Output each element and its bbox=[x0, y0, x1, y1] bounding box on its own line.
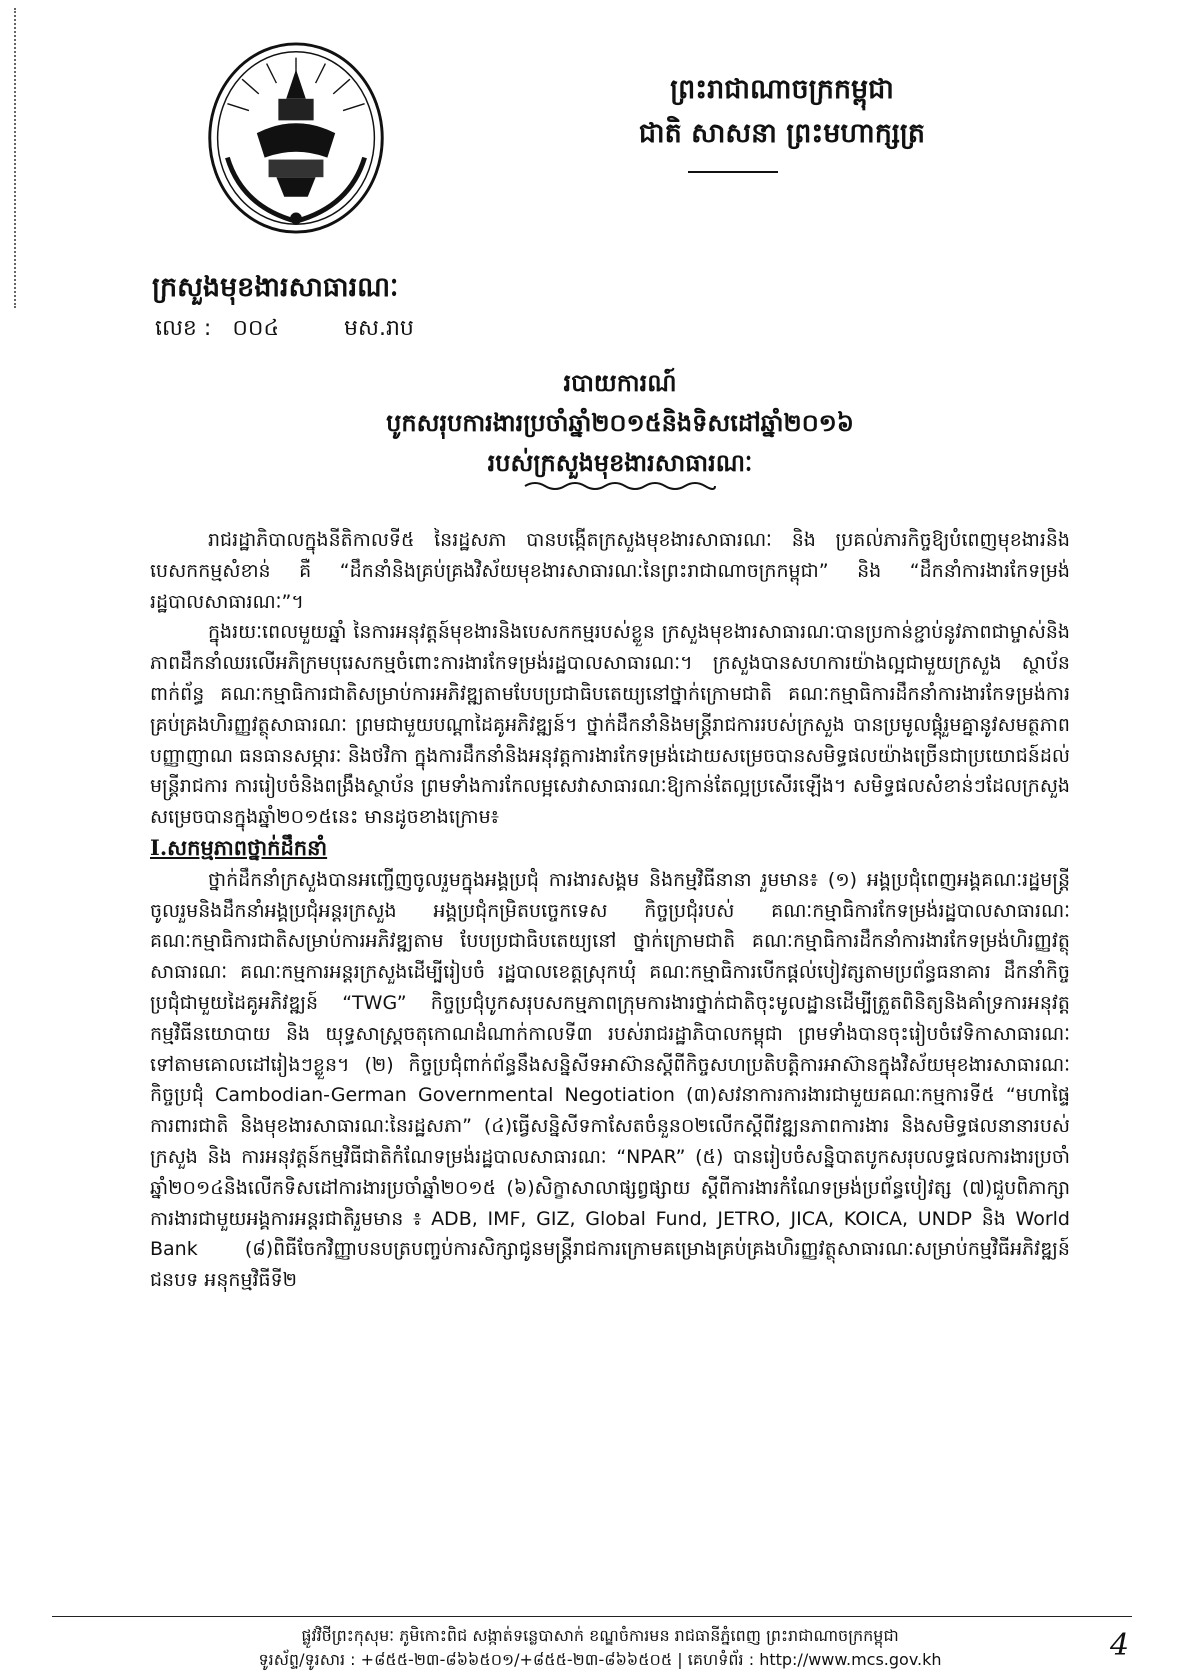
footer-address: ផ្លូវវិថីព្រះកុសុមៈ ភូមិកោះពិជ សង្កាត់ទន្លេបាសាក់ ខណ្ឌចំការមន រាជធានីភ្នំពេញ ព្រះរាជាណាចក្រកម្ពុជា bbox=[301, 1626, 899, 1645]
section-heading bbox=[150, 833, 1070, 865]
footer-divider bbox=[52, 1616, 1132, 1617]
paragraph-intro: រាជរដ្ឋាភិបាលក្នុងនីតិកាលទី៥ នៃរដ្ឋសភា បានបង្កើតក្រសួងមុខងារសាធារណៈ និង ប្រគល់ភារកិច្ចឱ្យបំពេញមុខងារនិងបេសកកម្មសំខាន់ គឺ “ដឹកនាំនិងគ្រប់គ្រងវិស័យមុខងារសាធារណៈនៃព្រះរាជាណាចក្រកម្ពុជា” និង “ដឹកនាំការងារកែទម្រង់រដ្ឋបាលសាធារណៈ”។ bbox=[150, 529, 1070, 613]
title-line-1: របាយការណ៍ bbox=[563, 368, 677, 397]
report-body bbox=[150, 525, 1070, 1296]
paragraph-overview: ក្នុងរយៈពេលមួយឆ្នាំ នៃការអនុវត្តន៍មុខងារនិងបេសកកម្មរបស់ខ្លួន ក្រសួងមុខងារសាធារណៈបានប្រកាន់ខ្ជាប់នូវភាពជាម្ចាស់និងភាពដឹកនាំឈរលើអភិក្រមបុរេសកម្មចំពោះការងារកែទម្រង់រដ្ឋបាលសាធារណៈ។ ក្រសួងបានសហការយ៉ាងល្អជាមួយក្រសួង ស្ថាប័នពាក់ព័ន្ធ គណៈកម្មាធិការជាតិសម្រាប់ការអភិវឌ្ឍតាមបែបប្រជាធិបតេយ្យនៅថ្នាក់ក្រោមជាតិ គណៈកម្មាធិការដឹកនាំការងារកែទម្រង់ការគ្រប់គ្រងហិរញ្ញវត្ថុសាធារណៈ ព្រមជាមួយបណ្តាដៃគូអភិវឌ្ឍន៍។ ថ្នាក់ដឹកនាំនិងមន្ត្រីរាជការរបស់ក្រសួង បានប្រមូលផ្តុំរួមគ្នានូវសមត្ថភាព បញ្ញាញាណ ធនធានសម្ភារៈ និងថវិកា ក្នុងការដឹកនាំនិងអនុវត្តការងារកែទម្រង់ដោយសម្រេចបានសមិទ្ធផលយ៉ាងច្រើនជាប្រយោជន៍ដល់មន្ត្រីរាជការ ការរៀបចំនិងពង្រឹងស្ថាប័ន ព្រមទាំងការកែលម្អសេវាសាធារណៈឱ្យកាន់តែល្អប្រសើរឡើង។ សមិទ្ធផលសំខាន់ៗដែលក្រសួងសម្រេចបានក្នុងឆ្នាំ២០១៥នេះ មានដូចខាងក្រោម៖ bbox=[150, 621, 1070, 829]
footer-contact: ទូរស័ព្ទ/ទូរសារ : +៨៥៥-២៣-៨៦៦៥០១/+៨៥៥-២៣-៨៦៦៥០៥ | គេហទំព័រ : http://www.mcs.gov.kh bbox=[258, 1650, 942, 1669]
reference-number bbox=[155, 314, 414, 346]
ref-number: ០០៤ bbox=[232, 316, 280, 341]
handwritten-page-mark: 4 bbox=[1110, 1628, 1130, 1663]
title-line-3: របស់ក្រសួងមុខងារសាធារណៈ bbox=[487, 448, 753, 477]
report-title bbox=[300, 363, 940, 483]
footer bbox=[240, 1624, 960, 1672]
ref-label: លេខ : bbox=[155, 316, 212, 341]
kingdom-motto-block bbox=[612, 68, 952, 156]
motto-divider bbox=[688, 170, 778, 174]
kingdom-name: ព្រះរាជាណាចក្រកម្ពុជា bbox=[670, 74, 894, 105]
title-line-2: បូកសរុបការងារប្រចាំឆ្នាំ២០១៥និងទិសដៅឆ្នាំ២០១៦ bbox=[386, 408, 854, 437]
ministry-emblem-icon bbox=[198, 40, 394, 236]
section-heading-text: I.សកម្មភាពថ្នាក់ដឹកនាំ bbox=[150, 834, 328, 860]
scan-edge-marks bbox=[14, 8, 20, 308]
ministry-name: ក្រសួងមុខងារសាធារណៈ bbox=[152, 272, 399, 303]
nation-religion-king: ជាតិ សាសនា ព្រះមហាក្សត្រ bbox=[638, 118, 926, 149]
paragraph-leadership: ថ្នាក់ដឹកនាំក្រសួងបានអញ្ជើញចូលរួមក្នុងអង្គប្រជុំ ការងារសង្គម និងកម្មវិធីនានា រួមមាន៖ (១) អង្គប្រជុំពេញអង្គគណៈរដ្ឋមន្ត្រី ចូលរួមនិងដឹកនាំអង្គប្រជុំអន្តរក្រសួង អង្គប្រជុំកម្រិតបច្ចេកទេស កិច្ចប្រជុំរបស់ គណៈកម្មាធិការកែទម្រង់រដ្ឋបាលសាធារណៈ គណៈកម្មាធិការជាតិសម្រាប់ការអភិវឌ្ឍតាម បែបប្រជាធិបតេយ្យនៅ ថ្នាក់ក្រោមជាតិ គណៈកម្មាធិការដឹកនាំការងារកែទម្រង់ហិរញ្ញវត្ថុសាធារណៈ គណៈកម្មការអន្តរក្រសួងដើម្បីរៀបចំ រដ្ឋបាលខេត្តស្រុកឃុំ គណៈកម្មាធិការបើកផ្តល់បៀវត្សតាមប្រព័ន្ធធនាគារ ដឹកនាំកិច្ចប្រជុំជាមួយដៃគូអភិវឌ្ឍន៍ “TWG” កិច្ចប្រជុំបូកសរុបសកម្មភាពក្រុមការងារថ្នាក់ជាតិចុះមូលដ្ឋានដើម្បីត្រួតពិនិត្យនិងគាំទ្រការអនុវត្តកម្មវិធីនយោបាយ និង យុទ្ធសាស្ត្រចតុកោណដំណាក់កាលទី៣ របស់រាជរដ្ឋាភិបាលកម្ពុជា ព្រមទាំងបានចុះរៀបចំវេទិកាសាធារណៈ ទៅតាមគោលដៅរៀងៗខ្លួន។ (២) កិច្ចប្រជុំពាក់ព័ន្ធនឹងសន្និសីទអាស៊ានស្តីពីកិច្ចសហប្រតិបត្តិការអាស៊ានក្នុងវិស័យមុខងារសាធារណៈ កិច្ចប្រជុំ Cambodian-German Governmental Negotiation (៣)សវនាការការងារជាមួយគណៈកម្មការទី៥ “មហាផ្ទៃ ការពារជាតិ និងមុខងារសាធារណៈនៃរដ្ឋសភា” (៤)ធ្វើសន្និសីទកាសែតចំនួន០២លើកស្តីពីវឌ្ឍនភាពការងារ និងសមិទ្ធផលនានារបស់ក្រសួង និង ការអនុវត្តន៍កម្មវិធីជាតិកំណែទម្រង់រដ្ឋបាលសាធារណៈ “NPAR” (៥) បានរៀបចំសន្និបាតបូកសរុបលទ្ធផលការងារប្រចាំឆ្នាំ២០១៤និងលើកទិសដៅការងារប្រចាំឆ្នាំ២០១៥ (៦)សិក្ខាសាលាផ្សព្វផ្សាយ ស្តីពីការងារកំណែទម្រង់ប្រព័ន្ធបៀវត្ស (៧)ជួបពិភាក្សាការងារជាមួយអង្គការអន្តរជាតិរួមមាន ៖ ADB, IMF, GIZ, Global Fund, JETRO, JICA, KOICA, UNDP និង World Bank (៨)ពិធីចែកវិញ្ញាបនបត្របញ្ចប់ការសិក្សាជូនមន្ត្រីរាជការក្រោមគម្រោងគ្រប់គ្រងហិរញ្ញវត្ថុសាធារណៈសម្រាប់កម្មវិធីអភិវឌ្ឍន៍ជនបទ អនុកម្មវិធីទី២ bbox=[150, 868, 1070, 1292]
title-ornament bbox=[520, 480, 720, 492]
ref-suffix: មស.រាប bbox=[344, 316, 414, 341]
